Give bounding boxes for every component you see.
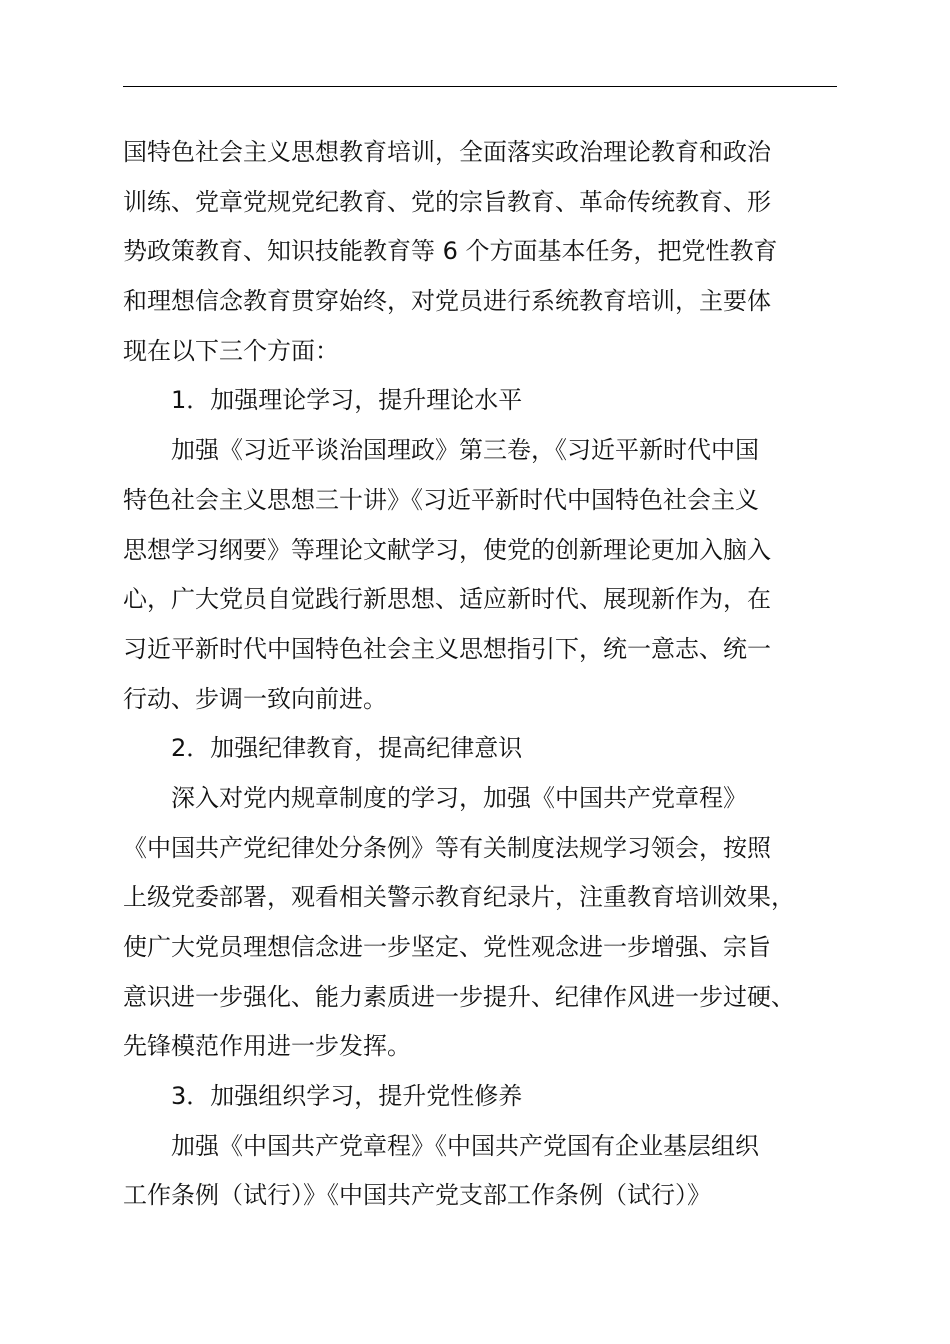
section-heading: 3．加强组织学习，提升党性修养 [171, 1082, 523, 1111]
text-line: 深入对党内规章制度的学习，加强《中国共产党章程》 [171, 783, 747, 812]
text-line: 《中国共产党纪律处分条例》等有关制度法规学习领会，按照 [123, 833, 771, 862]
text-line: 加强《中国共产党章程》《中国共产党国有企业基层组织 [171, 1131, 759, 1160]
text-line: 现在以下三个方面： [123, 336, 339, 365]
header-rule [123, 86, 837, 87]
text-line: 思想学习纲要》等理论文献学习，使党的创新理论更加入脑入 [123, 535, 771, 564]
text-line: 工作条例（试行）》《中国共产党支部工作条例（试行）》 [123, 1181, 711, 1210]
text-line: 特色社会主义思想三十讲》《习近平新时代中国特色社会主义 [123, 485, 759, 514]
text-line: 势政策教育、知识技能教育等 6 个方面基本任务，把党性教育 [123, 237, 778, 266]
text-line: 先锋模范作用进一步发挥。 [123, 1032, 411, 1061]
section-heading: 2．加强纪律教育，提高纪律意识 [171, 734, 523, 763]
text-line: 训练、党章党规党纪教育、党的宗旨教育、革命传统教育、形 [123, 187, 771, 216]
text-line: 习近平新时代中国特色社会主义思想指引下，统一意志、统一 [123, 634, 771, 663]
text-line: 和理想信念教育贯穿始终，对党员进行系统教育培训，主要体 [123, 287, 771, 316]
text-line: 行动、步调一致向前进。 [123, 684, 387, 713]
text-line: 上级党委部署，观看相关警示教育纪录片，注重教育培训效果， [123, 883, 795, 912]
text-line: 加强《习近平谈治国理政》第三卷，《习近平新时代中国 [171, 436, 759, 465]
text-line: 国特色社会主义思想教育培训，全面落实政治理论教育和政治 [123, 138, 771, 166]
section-heading: 1．加强理论学习，提升理论水平 [171, 386, 523, 415]
document-body [123, 128, 863, 1221]
text-line: 意识进一步强化、能力素质进一步提升、纪律作风进一步过硬、 [123, 982, 795, 1011]
text-line: 心，广大党员自觉践行新思想、适应新时代、展现新作为，在 [123, 585, 771, 614]
text-line: 使广大党员理想信念进一步坚定、党性观念进一步增强、宗旨 [123, 933, 771, 961]
